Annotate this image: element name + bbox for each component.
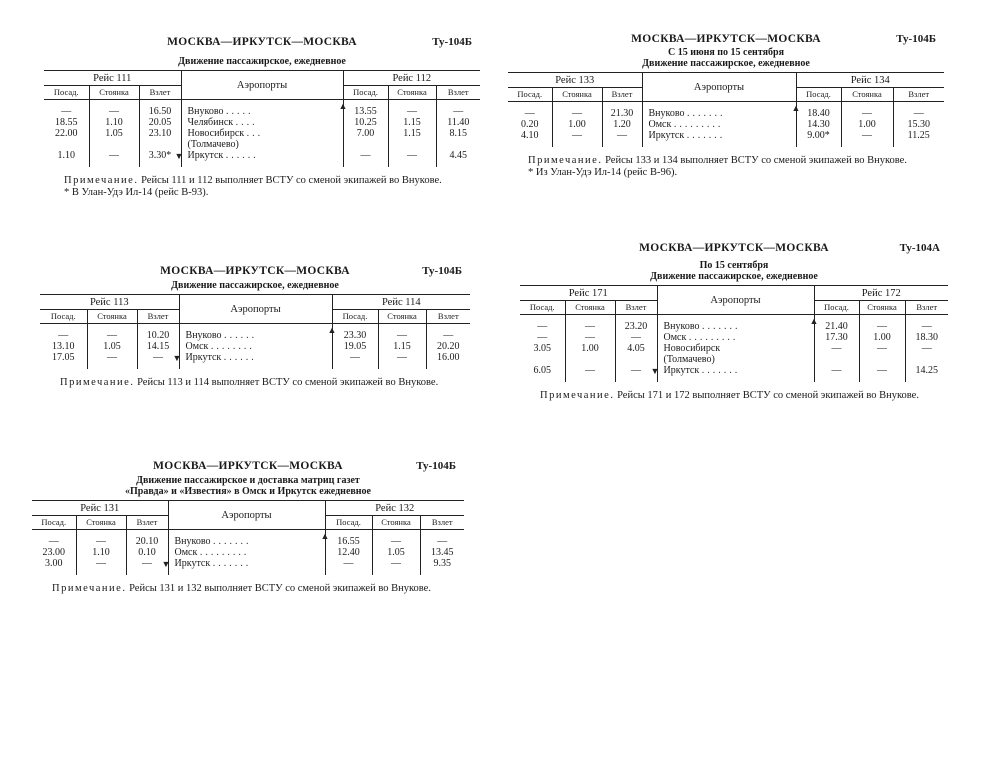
departure-time: 21.30 xyxy=(610,108,634,119)
stop-time: 1.00 xyxy=(859,332,905,343)
stop-time: — xyxy=(89,106,139,117)
service-subtitle: С 15 июня по 15 сентября xyxy=(668,47,784,58)
table-row xyxy=(508,108,944,119)
departure-time: 20.20 xyxy=(437,341,460,352)
note-text: Рейсы 133 и 134 выполняет ВСТУ со сменой экипажей во Внукове. xyxy=(605,155,907,166)
arrival-time: — xyxy=(40,330,87,341)
col-departure: Взлет xyxy=(420,516,464,530)
col-arrival: Посад. xyxy=(343,86,388,100)
footnote: * В Улан-Удэ Ил-14 (рейс В-93). xyxy=(64,187,209,198)
departure-time: 10.20 xyxy=(146,330,170,341)
departure-time: 9.35 xyxy=(433,558,451,569)
flight-out-header: Рейс 171 xyxy=(520,286,657,301)
timetable-171-172 xyxy=(520,242,948,402)
aircraft-type: Ту-104А xyxy=(899,242,940,254)
departure-time: 1.20 xyxy=(613,119,631,130)
stop-time: — xyxy=(552,130,602,141)
service-subtitle: «Правда» и «Известия» в Омск и Иркутск ежедневное xyxy=(125,486,371,497)
col-departure: Взлет xyxy=(893,88,944,102)
stop-time: — xyxy=(372,536,420,547)
airport-name: Иркутск xyxy=(185,352,222,363)
arrival-time: — xyxy=(343,150,388,161)
arrival-time: 17.05 xyxy=(40,352,87,363)
flight-out-header: Рейс 111 xyxy=(44,71,181,86)
stop-time: 1.05 xyxy=(89,128,139,139)
schedule-table xyxy=(520,285,948,382)
airport-name: Омск xyxy=(185,341,209,352)
note xyxy=(508,155,944,167)
note-label: Примечание. xyxy=(540,390,615,401)
schedule-table xyxy=(32,500,464,575)
service-subtitle: Движение пассажирское, ежедневное xyxy=(650,271,818,282)
departure-time: 4.45 xyxy=(449,150,468,161)
airport-name: Омск xyxy=(663,332,687,343)
down-arrow-icon: ▼ xyxy=(172,353,182,363)
stop-time: — xyxy=(388,150,436,161)
departure-time: — xyxy=(921,321,932,332)
stop-time: — xyxy=(565,332,615,343)
col-stop: Стоянка xyxy=(372,516,420,530)
down-arrow-icon: ▼ xyxy=(650,366,660,376)
service-subtitle: Движение пассажирское, ежедневное xyxy=(178,56,346,67)
up-arrow-icon: ▲ xyxy=(791,103,801,113)
timetable-113-114 xyxy=(40,265,470,389)
flight-out-header: Рейс 133 xyxy=(508,73,642,88)
arrival-time: — xyxy=(325,558,372,569)
table-row xyxy=(508,119,944,130)
table-row xyxy=(508,130,944,141)
col-stop: Стоянка xyxy=(87,310,137,324)
departure-time xyxy=(139,139,181,150)
stop-time xyxy=(565,354,615,365)
airport-name: (Толмачево) xyxy=(187,139,239,150)
col-departure: Взлет xyxy=(905,301,948,315)
table-row xyxy=(40,341,470,352)
table-row xyxy=(520,321,948,332)
flight-in-header: Рейс 114 xyxy=(332,295,470,310)
aircraft-type: Ту-104Б xyxy=(416,460,456,472)
service-subtitle: Движение пассажирское и доставка матриц газет xyxy=(136,475,360,486)
departure-time: — xyxy=(142,558,152,569)
route-title: МОСКВА—ИРКУТСК—МОСКВА xyxy=(153,460,343,472)
stop-time: — xyxy=(859,365,905,376)
stop-time: — xyxy=(565,365,615,376)
departure-time: 16.50 xyxy=(148,106,172,117)
airport-name: Иркутск xyxy=(187,150,224,161)
table-row xyxy=(44,128,480,139)
arrival-time: 13.10 xyxy=(40,341,87,352)
note-label: Примечание. xyxy=(528,155,603,166)
col-arrival: Посад. xyxy=(332,310,378,324)
airports-header: Аэропорты xyxy=(181,71,343,100)
timetable-133-134 xyxy=(508,33,944,179)
arrival-time: 18.40 xyxy=(796,108,841,119)
stop-time: 1.10 xyxy=(76,547,126,558)
col-departure: Взлет xyxy=(126,516,168,530)
arrival-time: 22.00 xyxy=(44,128,89,139)
flight-in-header: Рейс 132 xyxy=(325,501,464,516)
airports-header: Аэропорты xyxy=(179,295,332,324)
stop-time: 1.00 xyxy=(552,119,602,130)
arrival-time: 17.30 xyxy=(814,332,859,343)
airport-name: Челябинск xyxy=(187,117,234,128)
col-arrival: Посад. xyxy=(814,301,859,315)
footnote: * Из Улан-Удэ Ил-14 (рейс В-96). xyxy=(528,167,678,178)
airport-cell xyxy=(657,343,814,354)
stop-time: — xyxy=(859,321,905,332)
col-departure: Взлет xyxy=(426,310,470,324)
stop-time: — xyxy=(378,352,426,363)
departure-time: 23.20 xyxy=(624,321,648,332)
stop-time: — xyxy=(565,321,615,332)
arrival-time xyxy=(44,139,89,150)
col-stop: Стоянка xyxy=(841,88,893,102)
down-arrow-icon: ▼ xyxy=(161,559,171,569)
arrival-time xyxy=(343,139,388,150)
arrival-time: 0.20 xyxy=(508,119,552,130)
aircraft-type: Ту-104Б xyxy=(422,265,462,277)
note xyxy=(520,390,948,402)
aircraft-type: Ту-104Б xyxy=(896,33,936,45)
col-arrival: Посад. xyxy=(796,88,841,102)
col-stop: Стоянка xyxy=(378,310,426,324)
stop-time: 1.15 xyxy=(378,341,426,352)
stop-time: 1.15 xyxy=(388,128,436,139)
col-departure: Взлет xyxy=(436,86,480,100)
departure-time: 20.05 xyxy=(148,117,172,128)
stop-time: — xyxy=(841,130,893,141)
col-departure: Взлет xyxy=(137,310,179,324)
arrival-time: — xyxy=(32,536,76,547)
airport-cell: Иркутск ....... xyxy=(642,130,796,141)
arrival-time: 1.10 xyxy=(44,150,89,161)
schedule-table xyxy=(44,70,480,167)
down-arrow-icon: ▼ xyxy=(174,151,184,161)
aircraft-type: Ту-104Б xyxy=(432,36,472,48)
table-row xyxy=(520,365,948,376)
airport-cell: Омск ......... xyxy=(642,119,796,130)
airport-cell: Омск ......... xyxy=(168,547,325,558)
stop-time: 1.05 xyxy=(87,341,137,352)
timetable-131-132 xyxy=(32,460,464,595)
note-text: Рейсы 113 и 114 выполняет ВСТУ со сменой экипажей во Внукове. xyxy=(137,377,439,388)
departure-time: 8.15 xyxy=(449,128,468,139)
service-subtitle: Движение пассажирское, ежедневное xyxy=(171,280,339,291)
up-arrow-icon: ▲ xyxy=(320,531,330,541)
table-row xyxy=(32,536,464,547)
stop-time xyxy=(859,354,905,365)
airport-cell: Иркутск ....... ▼ xyxy=(657,365,814,376)
departure-time: 11.25 xyxy=(907,130,930,141)
arrival-time: — xyxy=(332,352,378,363)
airport-name: Внуково xyxy=(174,536,211,547)
stop-time: 1.10 xyxy=(89,117,139,128)
note xyxy=(44,175,480,187)
departure-time: — xyxy=(453,106,464,117)
table-row xyxy=(40,352,470,363)
arrival-time: — xyxy=(44,106,89,117)
stop-time: 1.00 xyxy=(565,343,615,354)
service-subtitle: По 15 сентября xyxy=(699,260,769,271)
stop-time: — xyxy=(87,352,137,363)
departure-time: — xyxy=(631,332,641,343)
airport-cell: Омск ......... xyxy=(657,332,814,343)
departure-time: — xyxy=(437,536,448,547)
airport-name: Внуково xyxy=(187,106,224,117)
flight-in-header: Рейс 134 xyxy=(796,73,944,88)
stop-time: — xyxy=(372,558,420,569)
table-row xyxy=(32,547,464,558)
airport-name: Внуково xyxy=(185,330,222,341)
airport-name: Новосибирск xyxy=(663,343,721,354)
arrival-time: 13.55 xyxy=(343,106,388,117)
col-arrival: Посад. xyxy=(325,516,372,530)
departure-time: — xyxy=(153,352,164,363)
airports-header: Аэропорты xyxy=(642,73,796,102)
schedule-table xyxy=(40,294,470,369)
note-text: Рейсы 111 и 112 выполняет ВСТУ со сменой экипажей во Внукове. xyxy=(141,175,442,186)
arrival-time: 19.05 xyxy=(332,341,378,352)
departure-time: 14.25 xyxy=(915,365,938,376)
arrival-time: 23.30 xyxy=(332,330,378,341)
airport-name: (Толмачево) xyxy=(663,354,715,365)
stop-time: 1.05 xyxy=(372,547,420,558)
flight-in-header: Рейс 112 xyxy=(343,71,480,86)
stop-time: — xyxy=(378,330,426,341)
airport-name: Внуково xyxy=(663,321,700,332)
arrival-time: — xyxy=(814,343,859,354)
up-arrow-icon: ▲ xyxy=(338,101,348,111)
flight-in-header: Рейс 172 xyxy=(814,286,948,301)
note xyxy=(40,377,470,389)
col-arrival: Посад. xyxy=(520,301,565,315)
stop-time: — xyxy=(89,150,139,161)
arrival-time: 23.00 xyxy=(32,547,76,558)
airport-name: Иркутск xyxy=(648,130,685,141)
airport-cell: Иркутск ...... ▼ xyxy=(179,352,332,363)
airport-cell: Челябинск .... xyxy=(181,117,343,128)
col-stop: Стоянка xyxy=(565,301,615,315)
airport-cell: Внуково ...... ▲ xyxy=(179,330,332,341)
note-label: Примечание. xyxy=(60,377,135,388)
arrival-time: 21.40 xyxy=(814,321,859,332)
stop-time: — xyxy=(552,108,602,119)
up-arrow-icon: ▲ xyxy=(327,325,337,335)
arrival-time: 3.05 xyxy=(520,343,565,354)
col-stop: Стоянка xyxy=(89,86,139,100)
stop-time: — xyxy=(859,343,905,354)
col-departure: Взлет xyxy=(139,86,181,100)
departure-time xyxy=(436,139,480,150)
stop-time xyxy=(388,139,436,150)
airports-header: Аэропорты xyxy=(657,286,814,315)
airport-cell: Внуково ....... ▲ xyxy=(657,321,814,332)
departure-time: 23.10 xyxy=(148,128,172,139)
arrival-time: 9.00* xyxy=(796,130,841,141)
col-departure: Взлет xyxy=(615,301,657,315)
departure-time: — xyxy=(617,130,627,141)
arrival-time: 6.05 xyxy=(520,365,565,376)
arrival-time: — xyxy=(520,321,565,332)
departure-time: 16.00 xyxy=(437,352,460,363)
airport-name: Омск xyxy=(174,547,198,558)
airport-name: Новосибирск xyxy=(187,128,245,139)
airport-cell: Внуково ....... ▲ xyxy=(168,536,325,547)
arrival-time: — xyxy=(520,332,565,343)
departure-time: 14.15 xyxy=(146,341,170,352)
col-arrival: Посад. xyxy=(32,516,76,530)
note-text: Рейсы 171 и 172 выполняет ВСТУ со сменой экипажей во Внукове. xyxy=(617,390,919,401)
airport-cell: Внуково ..... ▲ xyxy=(181,106,343,117)
departure-time xyxy=(615,354,657,365)
airport-name: Иркутск xyxy=(174,558,211,569)
departure-time xyxy=(905,354,948,365)
stop-time: 1.00 xyxy=(841,119,893,130)
col-arrival: Посад. xyxy=(40,310,87,324)
flight-out-header: Рейс 131 xyxy=(32,501,168,516)
arrival-time xyxy=(520,354,565,365)
route-title: МОСКВА—ИРКУТСК—МОСКВА xyxy=(639,242,829,254)
col-arrival: Посад. xyxy=(508,88,552,102)
departure-time: — xyxy=(631,365,641,376)
arrival-time: 3.00 xyxy=(32,558,76,569)
departure-time: 15.30 xyxy=(907,119,930,130)
departure-time: 0.10 xyxy=(138,547,156,558)
col-stop: Стоянка xyxy=(859,301,905,315)
departure-time: 4.05 xyxy=(627,343,645,354)
table-row xyxy=(44,139,480,150)
arrival-time: — xyxy=(814,365,859,376)
departure-time: 18.30 xyxy=(915,332,938,343)
stop-time: — xyxy=(841,108,893,119)
airports-header: Аэропорты xyxy=(168,501,325,530)
col-arrival: Посад. xyxy=(44,86,89,100)
col-stop: Стоянка xyxy=(76,516,126,530)
arrival-time: 18.55 xyxy=(44,117,89,128)
departure-time: 11.40 xyxy=(447,117,470,128)
airport-cell: Иркутск ....... ▼ xyxy=(168,558,325,569)
route-title: МОСКВА—ИРКУТСК—МОСКВА xyxy=(167,36,357,48)
table-row xyxy=(520,332,948,343)
departure-time: 20.10 xyxy=(135,536,159,547)
airport-name: Иркутск xyxy=(663,365,700,376)
airport-cell: Иркутск ...... ▼ xyxy=(181,150,343,161)
departure-time: 3.30* xyxy=(148,150,172,161)
departure-time: — xyxy=(443,330,454,341)
col-stop: Стоянка xyxy=(388,86,436,100)
airport-cell: Новосибирск ... xyxy=(181,128,343,139)
airport-cell: Омск ........ xyxy=(179,341,332,352)
arrival-time: 14.30 xyxy=(796,119,841,130)
table-row xyxy=(520,343,948,354)
note-label: Примечание. xyxy=(52,583,127,594)
flight-out-header: Рейс 113 xyxy=(40,295,179,310)
stop-time: — xyxy=(76,536,126,547)
timetable-111-112 xyxy=(44,36,480,199)
departure-time: — xyxy=(913,108,924,119)
airport-cell: Внуково ....... ▲ xyxy=(642,108,796,119)
table-row xyxy=(32,558,464,569)
table-row xyxy=(40,330,470,341)
stop-time: 1.15 xyxy=(388,117,436,128)
stop-time xyxy=(89,139,139,150)
departure-time: 13.45 xyxy=(431,547,454,558)
stop-time: — xyxy=(76,558,126,569)
airport-name: Внуково xyxy=(648,108,685,119)
airport-name: Омск xyxy=(648,119,672,130)
arrival-time: 7.00 xyxy=(343,128,388,139)
arrival-time: 16.55 xyxy=(325,536,372,547)
note-label: Примечание. xyxy=(64,175,139,186)
col-departure: Взлет xyxy=(602,88,642,102)
table-row xyxy=(44,117,480,128)
airport-cell xyxy=(181,139,343,150)
note xyxy=(32,583,464,595)
departure-time: — xyxy=(921,343,932,354)
col-stop: Стоянка xyxy=(552,88,602,102)
table-row xyxy=(44,106,480,117)
up-arrow-icon: ▲ xyxy=(809,316,819,326)
arrival-time: — xyxy=(508,108,552,119)
arrival-time xyxy=(814,354,859,365)
schedule-table xyxy=(508,72,944,147)
stop-time: — xyxy=(388,106,436,117)
service-subtitle: Движение пассажирское, ежедневное xyxy=(642,58,810,69)
table-row xyxy=(520,354,948,365)
arrival-time: 12.40 xyxy=(325,547,372,558)
arrival-time: 4.10 xyxy=(508,130,552,141)
route-title: МОСКВА—ИРКУТСК—МОСКВА xyxy=(631,33,821,45)
arrival-time: 10.25 xyxy=(343,117,388,128)
route-title: МОСКВА—ИРКУТСК—МОСКВА xyxy=(160,265,350,277)
airport-cell xyxy=(657,354,814,365)
note-text: Рейсы 131 и 132 выполняет ВСТУ со сменой экипажей во Внукове. xyxy=(129,583,431,594)
table-row xyxy=(44,150,480,161)
stop-time: — xyxy=(87,330,137,341)
